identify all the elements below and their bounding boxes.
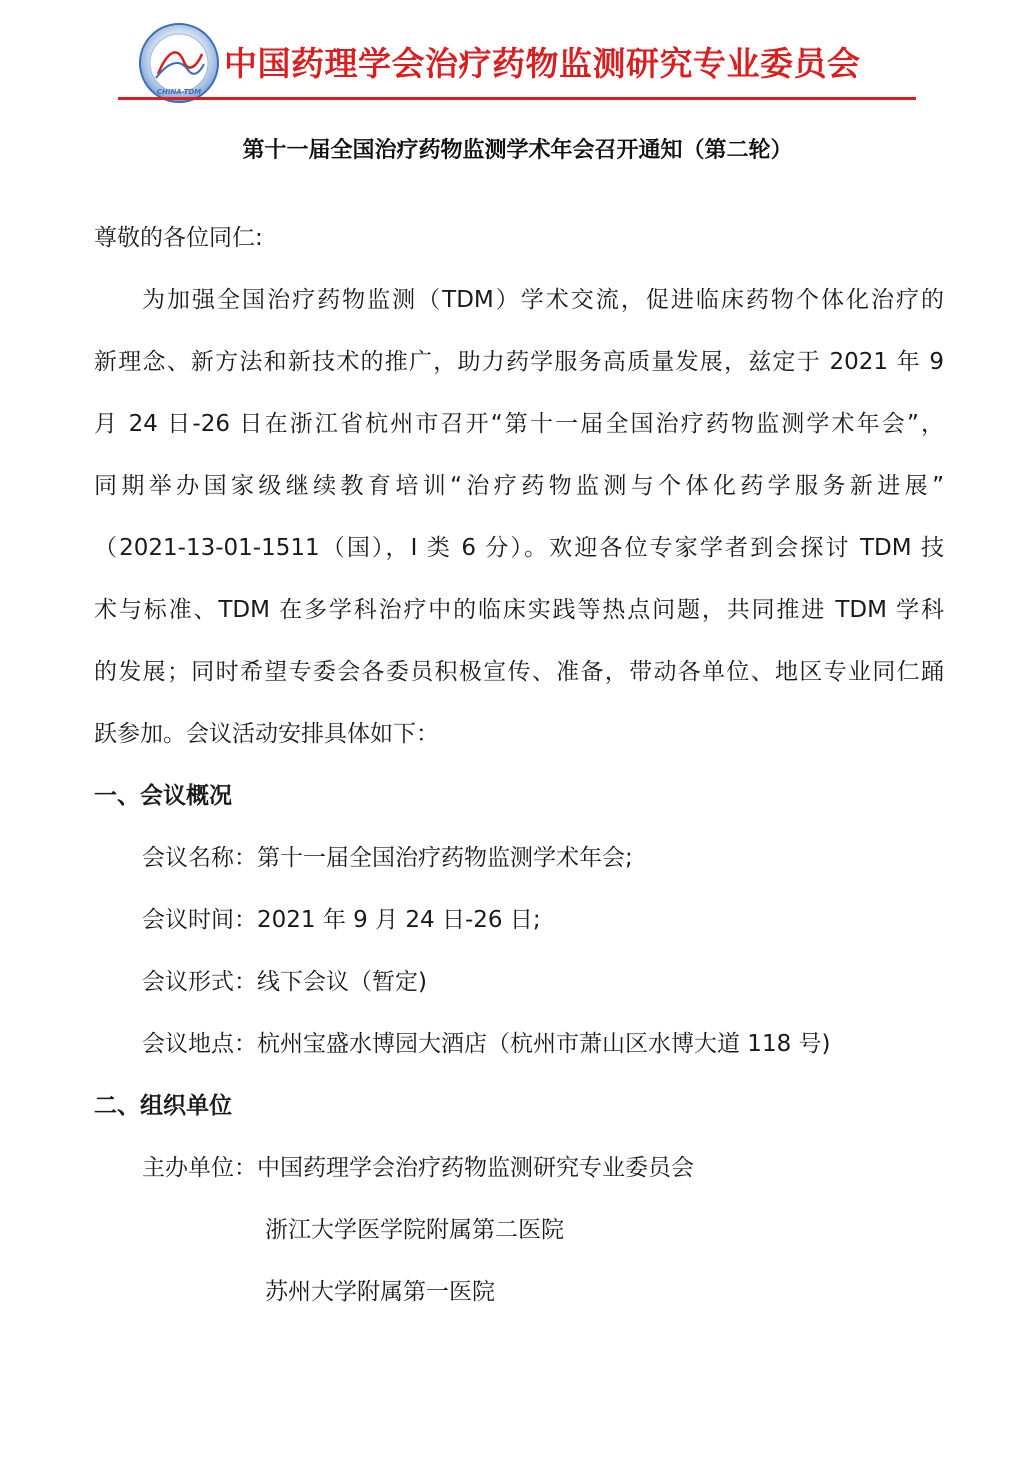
- document-body: [94, 207, 944, 1323]
- host-unit-item: 苏州大学附属第一医院: [265, 1279, 495, 1305]
- paragraph-line: 新理念、新方法和新技术的推广，助力药学服务高质量发展，兹定于 2021 年 9: [94, 349, 944, 375]
- paragraph-line: 为加强全国治疗药物监测（TDM）学术交流，促进临床药物个体化治疗的: [142, 287, 944, 313]
- meeting-venue-item: 会议地点：杭州宝盛水博园大酒店（杭州市萧山区水博大道 118 号): [142, 1031, 831, 1057]
- meeting-format-item: 会议形式：线下会议（暂定): [142, 969, 427, 995]
- svg-text:CHINA-TDM: CHINA-TDM: [156, 88, 202, 96]
- section-heading-overview: 一、会议概况: [94, 783, 232, 809]
- organization-name: 中国药理学会治疗药物监测研究专业委员会: [224, 44, 861, 83]
- meeting-time-item: 会议时间：2021 年 9 月 24 日-26 日;: [142, 907, 541, 933]
- paragraph-line: 月 24 日-26 日在浙江省杭州市召开“第十一届全国治疗药物监测学术年会”，: [94, 411, 944, 437]
- section-heading-organizers: 二、组织单位: [94, 1093, 232, 1119]
- document-title: 第十一届全国治疗药物监测学术年会召开通知（第二轮）: [242, 138, 793, 163]
- meeting-name-item: 会议名称：第十一届全国治疗药物监测学术年会;: [142, 845, 633, 871]
- paragraph-line: 同期举办国家级继续教育培训“治疗药物监测与个体化药学服务新进展”: [94, 473, 944, 499]
- host-unit-item: 主办单位：中国药理学会治疗药物监测研究专业委员会: [142, 1155, 694, 1181]
- paragraph-line: 的发展；同时希望专委会各委员积极宣传、准备，带动各单位、地区专业同仁踊: [94, 659, 944, 685]
- paragraph-line: 跃参加。会议活动安排具体如下：: [94, 721, 439, 747]
- tdm-logo: [138, 22, 220, 104]
- paragraph-line: （2021-13-01-1511（国），I 类 6 分）。欢迎各位专家学者到会探讨 TDM 技: [94, 535, 944, 561]
- paragraph-line: 术与标准、TDM 在多学科治疗中的临床实践等热点问题，共同推进 TDM 学科: [94, 597, 944, 623]
- host-unit-item: 浙江大学医学院附属第二医院: [265, 1217, 564, 1243]
- intro-paragraph: [94, 269, 944, 765]
- salutation: 尊敬的各位同仁:: [94, 225, 263, 251]
- letterhead: [0, 0, 1035, 110]
- header-divider: [118, 97, 916, 100]
